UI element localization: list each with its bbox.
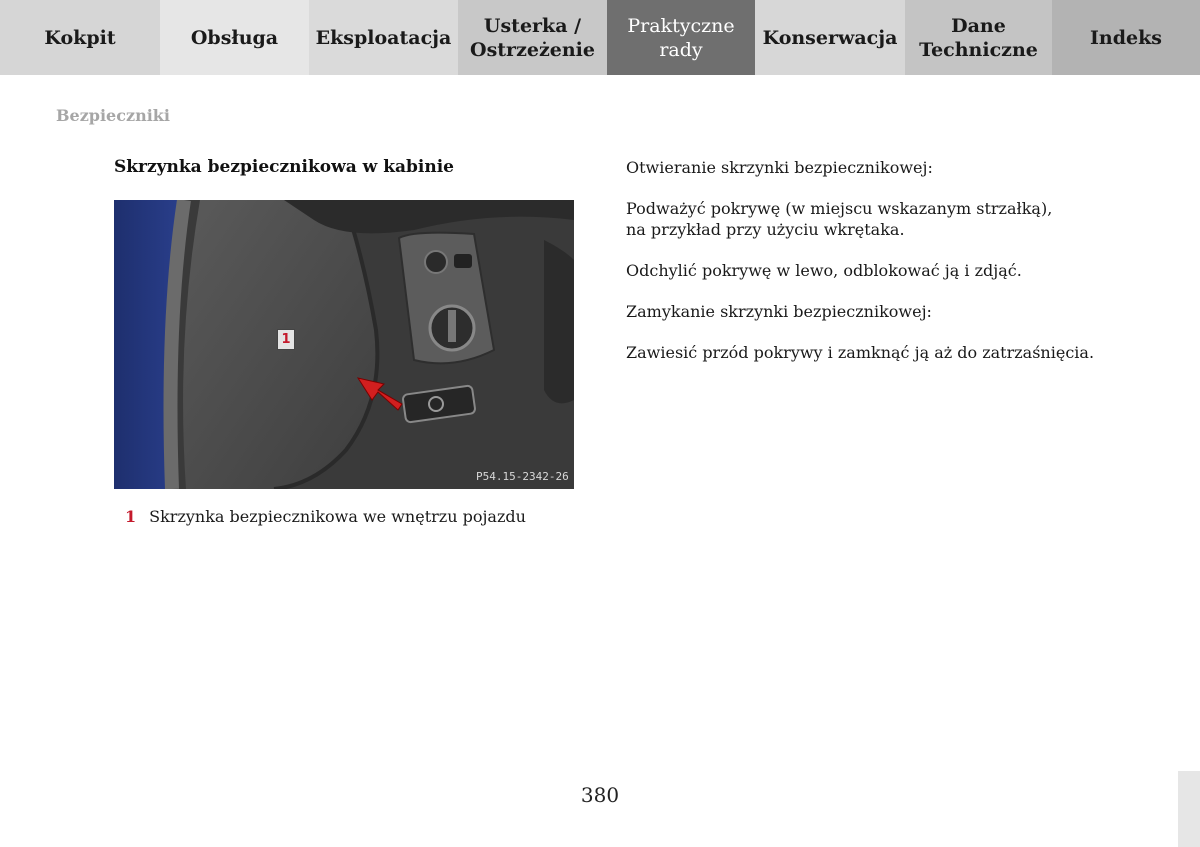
fuse-box-photo: [114, 200, 574, 489]
photo-code: P54.15-2342-26: [476, 470, 569, 483]
instruction-paragraph: Odchylić pokrywę w lewo, odblokować ją i zdjąć.: [626, 261, 1022, 280]
tab-kokpit[interactable]: Kokpit: [0, 0, 160, 75]
page-number: 380: [580, 783, 620, 807]
instruction-paragraph: Zawiesić przód pokrywy i zamknąć ją aż do zatrzaśnięcia.: [626, 343, 1095, 362]
callout-badge: 1: [277, 329, 295, 350]
instruction-paragraph: Zamykanie skrzynki bezpiecznikowej:: [626, 302, 932, 321]
tab-obsluga[interactable]: Obsługa: [160, 0, 309, 75]
figure-legend: [125, 507, 526, 526]
tab-eksploatacja[interactable]: Eksploatacja: [309, 0, 458, 75]
instruction-paragraph: Otwieranie skrzynki bezpiecznikowej:: [626, 158, 933, 177]
chapter-navigation: [0, 0, 1200, 75]
legend-number: 1: [125, 507, 137, 526]
tab-konserwacja[interactable]: Konserwacja: [755, 0, 905, 75]
legend-text: Skrzynka bezpiecznikowa we wnętrzu pojazdu: [149, 507, 526, 526]
edge-tab: [1178, 771, 1200, 847]
left-heading: Skrzynka bezpiecznikowa w kabinie: [114, 157, 454, 177]
tab-praktyczne-rady[interactable]: Praktyczne rady: [607, 0, 755, 75]
tab-dane-techniczne[interactable]: Dane Techniczne: [905, 0, 1052, 75]
tab-usterka-ostrzezenie[interactable]: Usterka / Ostrzeżenie: [458, 0, 607, 75]
instruction-paragraph: Podważyć pokrywę (w miejscu wskazanym strzałką), na przykład przy użyciu wkrętaka.: [626, 199, 1053, 239]
tab-indeks[interactable]: Indeks: [1052, 0, 1200, 75]
section-label: Bezpieczniki: [56, 106, 170, 125]
instructions: [626, 157, 1166, 383]
